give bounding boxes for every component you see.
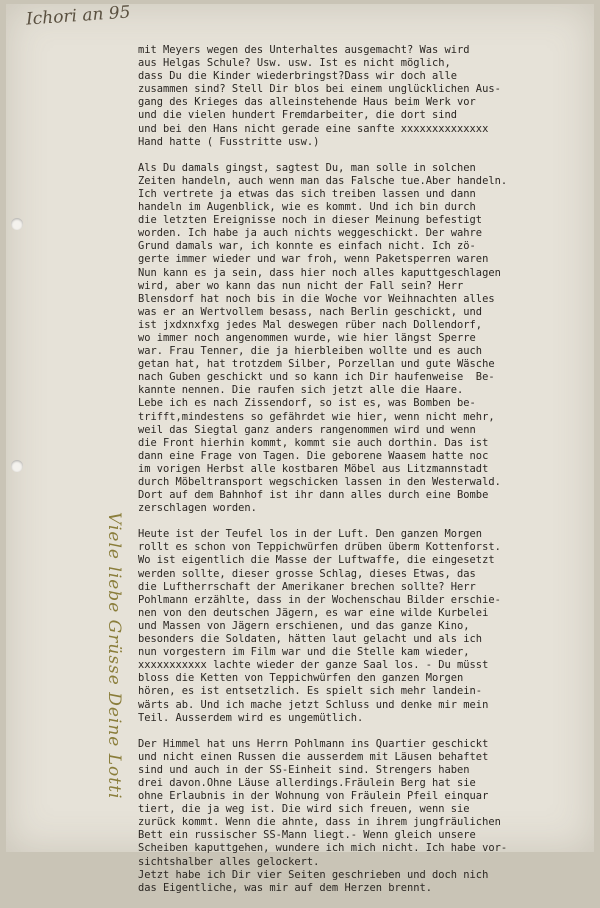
- typed-line: sind und auch in der SS-Einheit sind. Strengers haben: [138, 763, 470, 776]
- typed-line: durch Möbeltransport wegschicken lassen in den Westerwald.: [138, 476, 501, 488]
- typed-line: Bett ein russischer SS-Mann liegt.- Wenn gleich unsere: [138, 829, 476, 842]
- typed-line: was er an Wertvollem besass, nach Berlin geschickt, und: [138, 305, 483, 318]
- typed-line: Blensdorf hat noch bis in die Woche vor Weihnachten alles: [138, 292, 495, 305]
- typed-line: die letzten Ereignisse noch in dieser Meinung befestigt: [138, 214, 483, 227]
- typed-line: und Massen von Jägern erschienen, und das ganze Kino,: [138, 619, 470, 632]
- handwritten-margin-note: [96, 512, 136, 812]
- letter-paragraph: [138, 44, 588, 149]
- typed-line: aus Helgas Schule? Usw. usw. Ist es nicht möglich,: [138, 57, 451, 70]
- margin-note-text: Viele liebe Grüsse Deine Lotti: [104, 512, 124, 800]
- typed-line: tiert, die ja weg ist. Die wird sich freuen, wenn sie: [138, 803, 470, 816]
- typed-line: Pohlmann erzählte, dass in der Wochenschau Bilder erschie-: [138, 593, 501, 606]
- typed-line: und nicht einen Russen die ausserdem mit Läusen behaftet: [138, 750, 489, 763]
- typed-line: die Luftherrschaft der Amerikaner brechen sollte? Herr: [138, 580, 476, 593]
- typed-line: das Eigentliche, was mir auf dem Herzen brennt.: [138, 881, 433, 894]
- typed-line: bloss die Ketten von Teppichwürfen den ganzen Morgen: [138, 672, 464, 685]
- typed-line: Jetzt habe ich Dir vier Seiten geschrieben und doch nich: [138, 868, 489, 881]
- typed-line: Der Himmel hat uns Herrn Pohlmann ins Quartier geschickt: [138, 737, 489, 750]
- typed-line: mit Meyers wegen des Unterhaltes ausgemacht? Was wird: [138, 44, 470, 56]
- typed-line: kannte nennen. Die raufen sich jetzt alle die Haare.: [138, 384, 464, 397]
- typed-line: nen von den deutschen Jägern, es war eine wilde Kurbelei: [138, 606, 489, 619]
- typed-line: trifft,mindestens so gefährdet wie hier, wenn nicht mehr,: [138, 410, 495, 423]
- typed-line: Heute ist der Teufel los in der Luft. Den ganzen Morgen: [138, 528, 483, 541]
- typed-line: hören, es ist entsetzlich. Es spielt sich mehr landein-: [138, 685, 483, 698]
- letter-paragraph: [138, 162, 588, 516]
- letter-paragraph: [138, 738, 588, 895]
- typed-letter-body: [138, 44, 588, 908]
- typed-line: handeln im Augenblick, wie es kommt. Und ich bin durch: [138, 201, 476, 214]
- typed-line: Hand hatte ( Fusstritte usw.): [138, 135, 320, 148]
- typed-line: Scheiben kaputtgehen, wundere ich mich nicht. Ich habe vor-: [138, 842, 508, 855]
- typed-line: sichtshalber alles gelockert.: [138, 855, 320, 868]
- typed-line: weil das Siegtal ganz anders rangenommen wird und wenn: [138, 423, 476, 436]
- typed-line: Zeiten handeln, auch wenn man das Falsche tue.Aber handeln.: [138, 174, 508, 187]
- typed-line: nach Guben geschickt und so kann ich Dir haufenweise Be-: [138, 371, 495, 384]
- typed-line: wo immer noch angenommen wurde, wie hier längst Sperre: [138, 331, 476, 344]
- typed-line: werden sollte, dieser grosse Schlag, dieses Etwas, das: [138, 567, 476, 580]
- letter-paragraph: [138, 528, 588, 724]
- typed-line: drei davon.Ohne Läuse allerdings.Fräulein Berg hat sie: [138, 776, 476, 789]
- typed-line: nun vorgestern im Film war und die Stelle kam wieder,: [138, 646, 470, 659]
- typed-line: ohne Erlaubnis in der Wohnung von Fräulein Pfeil einquar: [138, 790, 489, 803]
- typed-line: besonders die Soldaten, hätten laut gelacht und als ich: [138, 633, 483, 646]
- typed-line: war. Frau Tenner, die ja hierbleiben wollte und es auch: [138, 345, 483, 358]
- typed-line: worden. Ich habe ja auch nichts weggeschickt. Der wahre: [138, 227, 483, 240]
- typed-line: zurück kommt. Wenn die ahnte, dass in ihrem jungfräulichen: [138, 816, 501, 829]
- typed-line: gerte immer wieder und war froh, wenn Paketsperren waren: [138, 253, 489, 266]
- typed-line: zusammen sind? Stell Dir blos bei einem unglücklichen Aus-: [138, 83, 501, 96]
- typed-line: Dort auf dem Bahnhof ist ihr dann alles durch eine Bombe: [138, 489, 489, 502]
- typed-line: Ich vertrete ja etwas das sich treiben lassen und dann: [138, 187, 476, 200]
- typed-line: wärts ab. Und ich mache jetzt Schluss und denke mir mein: [138, 698, 489, 711]
- punch-hole: [11, 218, 23, 230]
- typed-line: Lebe ich es nach Zissendorf, so ist es, was Bomben be-: [138, 397, 476, 410]
- typed-line: Grund damals war, ich konnte es einfach nicht. Ich zö-: [138, 240, 476, 253]
- punch-hole: [11, 460, 23, 472]
- typed-line: und die vielen hundert Fremdarbeiter, die dort sind: [138, 109, 458, 122]
- typed-line: xxxxxxxxxxx lachte wieder der ganze Saal los. - Du müsst: [138, 659, 489, 672]
- typed-line: getan hat, hat trotzdem Silber, Porzellan und gute Wäsche: [138, 358, 495, 371]
- typed-line: Teil. Ausserdem wird es ungemütlich.: [138, 711, 364, 724]
- typed-line: gang des Krieges das alleinstehende Haus beim Werk vor: [138, 96, 476, 109]
- handwritten-header: Ichori an 95: [25, 2, 132, 30]
- typed-line: Als Du damals gingst, sagtest Du, man solle in solchen: [138, 161, 476, 174]
- typed-line: zerschlagen worden.: [138, 502, 257, 515]
- typed-line: ist jxdxnxfxg jedes Mal deswegen rüber nach Dollendorf,: [138, 318, 483, 331]
- typed-line: dann eine Frage von Tagen. Die geborene Waasem hatte noc: [138, 449, 489, 462]
- typed-line: Nun kann es ja sein, dass hier noch alles kaputtgeschlagen: [138, 266, 501, 279]
- typed-line: rollt es schon von Teppichwürfen drüben überm Kottenforst.: [138, 541, 501, 554]
- typed-line: wird, aber wo kann das nun nicht der Fall sein? Herr: [138, 279, 464, 292]
- typed-line: Wo ist eigentlich die Masse der Luftwaffe, die eingesetzt: [138, 554, 495, 567]
- typed-line: und bei den Hans nicht gerade eine sanfte xxxxxxxxxxxxxx: [138, 122, 489, 135]
- typed-line: die Front hierhin kommt, kommt sie auch dorthin. Das ist: [138, 436, 489, 449]
- typed-line: im vorigen Herbst alle kostbaren Möbel aus Litzmannstadt: [138, 462, 489, 475]
- typed-line: dass Du die Kinder wiederbringst?Dass wir doch alle: [138, 70, 458, 83]
